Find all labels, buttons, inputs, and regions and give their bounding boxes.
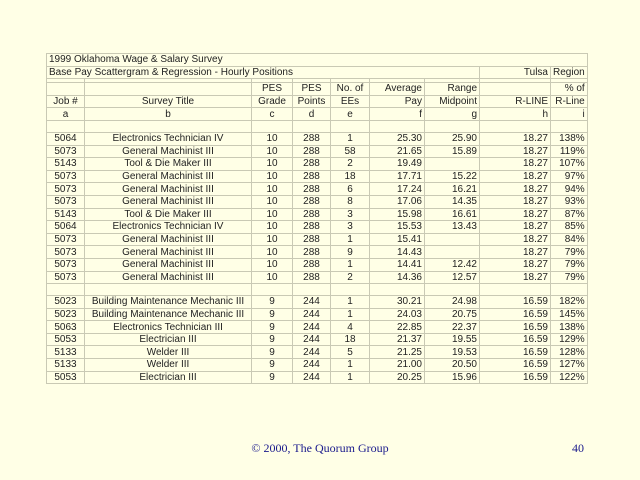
- table-row-cell: 8: [331, 195, 370, 208]
- header-row-cell: PES: [293, 83, 331, 96]
- header-row-cell: Midpoint: [425, 95, 480, 108]
- table-row-cell: 244: [293, 321, 331, 334]
- table-row-cell: 16.59: [480, 321, 551, 334]
- table-row-cell: 5133: [47, 359, 85, 372]
- table-row-cell: 85%: [551, 221, 588, 234]
- table-row-cell: 10: [252, 208, 293, 221]
- table-row-cell: 16.59: [480, 346, 551, 359]
- table-row-cell: 10: [252, 258, 293, 271]
- table-row-cell: 5073: [47, 195, 85, 208]
- table-row-cell: 14.36: [370, 271, 425, 284]
- table-row-cell: Welder III: [85, 359, 252, 372]
- header-row-cell: Average: [370, 83, 425, 96]
- table-row-cell: 22.85: [370, 321, 425, 334]
- table-row-cell: Electrician III: [85, 333, 252, 346]
- table-row: [47, 359, 588, 372]
- table-row-cell: 84%: [551, 233, 588, 246]
- header-row-cell: [47, 83, 85, 96]
- table-row-cell: 5073: [47, 258, 85, 271]
- header-row-cell: Survey Title: [85, 95, 252, 108]
- table-row-cell: [425, 233, 480, 246]
- table-row-cell: 10: [252, 183, 293, 196]
- table-row-cell: 5: [331, 346, 370, 359]
- table-row-cell: 18.27: [480, 246, 551, 259]
- table-row-cell: 288: [293, 233, 331, 246]
- table-row-cell: 25.90: [425, 132, 480, 145]
- blank-row-cell: [425, 284, 480, 296]
- table-row-cell: 93%: [551, 195, 588, 208]
- table-row-cell: 288: [293, 246, 331, 259]
- table-row-cell: 288: [293, 208, 331, 221]
- table-row-cell: 15.89: [425, 145, 480, 158]
- table-row-cell: 9: [252, 296, 293, 309]
- table-row-cell: 15.53: [370, 221, 425, 234]
- header-row-cell: [480, 83, 551, 96]
- table-row-cell: 12.42: [425, 258, 480, 271]
- table-row-cell: 16.59: [480, 359, 551, 372]
- table-row-cell: 5133: [47, 346, 85, 359]
- header-letter-row-cell: c: [252, 108, 293, 121]
- table-row-cell: 5064: [47, 132, 85, 145]
- table-row-cell: 288: [293, 271, 331, 284]
- table-row-cell: 18.27: [480, 158, 551, 171]
- table-row-cell: 5073: [47, 246, 85, 259]
- blank-row-cell: [370, 284, 425, 296]
- table-row-cell: General Machinist III: [85, 271, 252, 284]
- table-row-cell: 5073: [47, 183, 85, 196]
- table-row-cell: 244: [293, 296, 331, 309]
- table-row-cell: 10: [252, 158, 293, 171]
- table-row-cell: 5053: [47, 371, 85, 384]
- table-row-cell: 244: [293, 359, 331, 372]
- header-row-cell: Range: [425, 83, 480, 96]
- header-row-cell: EEs: [331, 95, 370, 108]
- table-row-cell: 21.65: [370, 145, 425, 158]
- table-row-cell: [425, 158, 480, 171]
- table-row-cell: 10: [252, 271, 293, 284]
- blank-row-cell: [85, 284, 252, 296]
- table-row-cell: 5073: [47, 233, 85, 246]
- table-row-cell: 15.96: [425, 371, 480, 384]
- table-row-cell: 107%: [551, 158, 588, 171]
- table-row: [47, 258, 588, 271]
- table-row: [47, 221, 588, 234]
- wage-survey-table: [46, 53, 588, 384]
- table-row: [47, 246, 588, 259]
- table-row-cell: 14.35: [425, 195, 480, 208]
- table-row-cell: 18.27: [480, 271, 551, 284]
- blank-row-cell: [293, 120, 331, 132]
- table-row: [47, 296, 588, 309]
- header-row-cell: R-Line: [551, 95, 588, 108]
- table-row-cell: 18.27: [480, 145, 551, 158]
- blank-row-cell: [252, 120, 293, 132]
- table-row-cell: 18.27: [480, 221, 551, 234]
- blank-row-cell: [85, 120, 252, 132]
- table-row-cell: 5053: [47, 333, 85, 346]
- table-row: [47, 170, 588, 183]
- blank-row-cell: [370, 120, 425, 132]
- table-row: [47, 333, 588, 346]
- table-row-cell: 5063: [47, 321, 85, 334]
- blank-row-cell: [551, 120, 588, 132]
- table-row-cell: 4: [331, 321, 370, 334]
- header-row: [47, 95, 588, 108]
- table-row-cell: 10: [252, 170, 293, 183]
- table-row-cell: 58: [331, 145, 370, 158]
- table-row-cell: 24.03: [370, 308, 425, 321]
- table-row-cell: 9: [252, 321, 293, 334]
- table-row-cell: 9: [252, 308, 293, 321]
- table-row-cell: 119%: [551, 145, 588, 158]
- table-row-cell: 1: [331, 296, 370, 309]
- table-row-cell: Electrician III: [85, 371, 252, 384]
- table-row-cell: 9: [252, 359, 293, 372]
- table-row-cell: 10: [252, 145, 293, 158]
- table-row: [47, 183, 588, 196]
- table-row-cell: 10: [252, 132, 293, 145]
- table-row-cell: 138%: [551, 321, 588, 334]
- table-row-cell: 9: [252, 333, 293, 346]
- table-row-cell: 5073: [47, 145, 85, 158]
- table-row-cell: 21.00: [370, 359, 425, 372]
- table-row-cell: 9: [252, 346, 293, 359]
- table-row-cell: 288: [293, 158, 331, 171]
- table-row-cell: 19.49: [370, 158, 425, 171]
- table-row-cell: 18.27: [480, 233, 551, 246]
- table-row-cell: General Machinist III: [85, 183, 252, 196]
- table-row-cell: 10: [252, 221, 293, 234]
- blank-row-cell: [480, 284, 551, 296]
- table-row-cell: 1: [331, 308, 370, 321]
- table-row-cell: 288: [293, 258, 331, 271]
- table-row-cell: 21.25: [370, 346, 425, 359]
- table-row-cell: 16.61: [425, 208, 480, 221]
- tulsa-label: Tulsa: [480, 66, 551, 79]
- table-row-cell: 97%: [551, 170, 588, 183]
- table-row: [47, 371, 588, 384]
- table-row-cell: 1: [331, 258, 370, 271]
- table-row-cell: 288: [293, 221, 331, 234]
- table-row: [47, 308, 588, 321]
- table-row-cell: 94%: [551, 183, 588, 196]
- table-row-cell: 18.27: [480, 170, 551, 183]
- header-letter-row-cell: f: [370, 108, 425, 121]
- table-row-cell: 20.50: [425, 359, 480, 372]
- blank-row-cell: [252, 284, 293, 296]
- blank-row-cell: [293, 284, 331, 296]
- table-row-cell: 5143: [47, 208, 85, 221]
- table-row-cell: 20.25: [370, 371, 425, 384]
- table-row-cell: 9: [331, 246, 370, 259]
- table-row-cell: 128%: [551, 346, 588, 359]
- table-row-cell: 14.43: [370, 246, 425, 259]
- header-letter-row-cell: d: [293, 108, 331, 121]
- table-row-cell: 18: [331, 170, 370, 183]
- header-letter-row-cell: b: [85, 108, 252, 121]
- table-row-cell: General Machinist III: [85, 233, 252, 246]
- table-row-cell: 18.27: [480, 132, 551, 145]
- region-label: Region: [551, 66, 588, 79]
- table-row-cell: General Machinist III: [85, 145, 252, 158]
- header-letter-row-cell: g: [425, 108, 480, 121]
- header-row-cell: Pay: [370, 95, 425, 108]
- table-row-cell: 15.22: [425, 170, 480, 183]
- table-row-cell: 79%: [551, 258, 588, 271]
- survey-subtitle: Base Pay Scattergram & Regression - Hourly Positions: [47, 66, 480, 79]
- table-row-cell: 9: [252, 371, 293, 384]
- table-row-cell: General Machinist III: [85, 170, 252, 183]
- blank-row-cell: [47, 120, 85, 132]
- survey-title: 1999 Oklahoma Wage & Salary Survey: [47, 54, 588, 67]
- table-row-cell: Tool & Die Maker III: [85, 158, 252, 171]
- table-row-cell: 18.27: [480, 208, 551, 221]
- table-row-cell: 22.37: [425, 321, 480, 334]
- table-row-cell: 1: [331, 371, 370, 384]
- table-row-cell: 129%: [551, 333, 588, 346]
- table-row-cell: 30.21: [370, 296, 425, 309]
- header-letter-row-cell: i: [551, 108, 588, 121]
- header-row-cell: Job #: [47, 95, 85, 108]
- table-row-cell: 288: [293, 132, 331, 145]
- table-row-cell: 16.59: [480, 333, 551, 346]
- table-row-cell: 18: [331, 333, 370, 346]
- header-row-cell: [85, 83, 252, 96]
- table-row: [47, 208, 588, 221]
- table-row-cell: 10: [252, 195, 293, 208]
- table-row-cell: 18.27: [480, 258, 551, 271]
- table-row-cell: 5073: [47, 271, 85, 284]
- table-row-cell: 15.41: [370, 233, 425, 246]
- table-row-cell: Building Maintenance Mechanic III: [85, 296, 252, 309]
- table-row-cell: General Machinist III: [85, 246, 252, 259]
- table-row-cell: 5023: [47, 308, 85, 321]
- table-row-cell: 18.27: [480, 183, 551, 196]
- table-row: [47, 158, 588, 171]
- table-row-cell: 3: [331, 221, 370, 234]
- blank-row-cell: [331, 120, 370, 132]
- table-row-cell: 17.06: [370, 195, 425, 208]
- table-row-cell: 16.21: [425, 183, 480, 196]
- header-row-cell: Grade: [252, 95, 293, 108]
- table-row-cell: 15.98: [370, 208, 425, 221]
- table-row-cell: 17.24: [370, 183, 425, 196]
- table-row-cell: 79%: [551, 246, 588, 259]
- table-row-cell: 25.30: [370, 132, 425, 145]
- table-row-cell: 127%: [551, 359, 588, 372]
- table-row-cell: 2: [331, 271, 370, 284]
- table-row-cell: [425, 246, 480, 259]
- table-row-cell: 288: [293, 195, 331, 208]
- title-row-1: [47, 54, 588, 67]
- table-row-cell: Building Maintenance Mechanic III: [85, 308, 252, 321]
- table-row-cell: 1: [331, 132, 370, 145]
- blank-row-cell: [331, 284, 370, 296]
- blank-row-cell: [480, 120, 551, 132]
- table-row-cell: 16.59: [480, 371, 551, 384]
- table-row-cell: 288: [293, 170, 331, 183]
- header-row-cell: R-LINE: [480, 95, 551, 108]
- table-row-cell: General Machinist III: [85, 258, 252, 271]
- header-letter-row-cell: h: [480, 108, 551, 121]
- blank-row-cell: [47, 284, 85, 296]
- table-row-cell: 13.43: [425, 221, 480, 234]
- table-row-cell: Electronics Technician III: [85, 321, 252, 334]
- table-row-cell: 24.98: [425, 296, 480, 309]
- table-row-cell: 14.41: [370, 258, 425, 271]
- table-row-cell: Tool & Die Maker III: [85, 208, 252, 221]
- table-row-cell: 21.37: [370, 333, 425, 346]
- table-row-cell: 288: [293, 183, 331, 196]
- header-row-cell: Points: [293, 95, 331, 108]
- table-row-cell: General Machinist III: [85, 195, 252, 208]
- table-row-cell: 244: [293, 308, 331, 321]
- title-row-2: [47, 66, 588, 79]
- table-row-cell: 2: [331, 158, 370, 171]
- header-row-cell: % of: [551, 83, 588, 96]
- table-row-cell: 288: [293, 145, 331, 158]
- table-row-cell: 1: [331, 359, 370, 372]
- table-row-cell: 87%: [551, 208, 588, 221]
- table-row-cell: 244: [293, 333, 331, 346]
- table-row-cell: 10: [252, 246, 293, 259]
- table-row-cell: 182%: [551, 296, 588, 309]
- page-number: 40: [572, 441, 584, 455]
- copyright-text: © 2000, The Quorum Group: [251, 441, 389, 455]
- table-row-cell: 17.71: [370, 170, 425, 183]
- table-row-cell: 244: [293, 371, 331, 384]
- header-letter-row-cell: e: [331, 108, 370, 121]
- table-row: [47, 321, 588, 334]
- header-letter-row-cell: a: [47, 108, 85, 121]
- table-row-cell: Electronics Technician IV: [85, 221, 252, 234]
- table-row-cell: 19.53: [425, 346, 480, 359]
- header-row: [47, 83, 588, 96]
- table-row-cell: 20.75: [425, 308, 480, 321]
- table-row-cell: 79%: [551, 271, 588, 284]
- table-row: [47, 195, 588, 208]
- table-row-cell: Welder III: [85, 346, 252, 359]
- table-row-cell: 19.55: [425, 333, 480, 346]
- blank-row: [47, 120, 588, 132]
- table-row-cell: 5143: [47, 158, 85, 171]
- table-row: [47, 271, 588, 284]
- table-row-cell: 1: [331, 233, 370, 246]
- table-row-cell: 16.59: [480, 296, 551, 309]
- table-row-cell: 16.59: [480, 308, 551, 321]
- table-row-cell: 12.57: [425, 271, 480, 284]
- table-row: [47, 132, 588, 145]
- table-row-cell: 244: [293, 346, 331, 359]
- header-letter-row: [47, 108, 588, 121]
- table-row-cell: 6: [331, 183, 370, 196]
- table-row: [47, 233, 588, 246]
- table-row-cell: 10: [252, 233, 293, 246]
- table-row: [47, 346, 588, 359]
- table-row: [47, 145, 588, 158]
- blank-row-cell: [425, 120, 480, 132]
- table-row-cell: Electronics Technician IV: [85, 132, 252, 145]
- table-row-cell: 122%: [551, 371, 588, 384]
- table-row-cell: 18.27: [480, 195, 551, 208]
- blank-row-cell: [551, 284, 588, 296]
- table-row-cell: 3: [331, 208, 370, 221]
- blank-row: [47, 284, 588, 296]
- table-row-cell: 5023: [47, 296, 85, 309]
- table-row-cell: 5064: [47, 221, 85, 234]
- table-row-cell: 138%: [551, 132, 588, 145]
- header-row-cell: PES: [252, 83, 293, 96]
- header-row-cell: No. of: [331, 83, 370, 96]
- table-row-cell: 145%: [551, 308, 588, 321]
- table-row-cell: 5073: [47, 170, 85, 183]
